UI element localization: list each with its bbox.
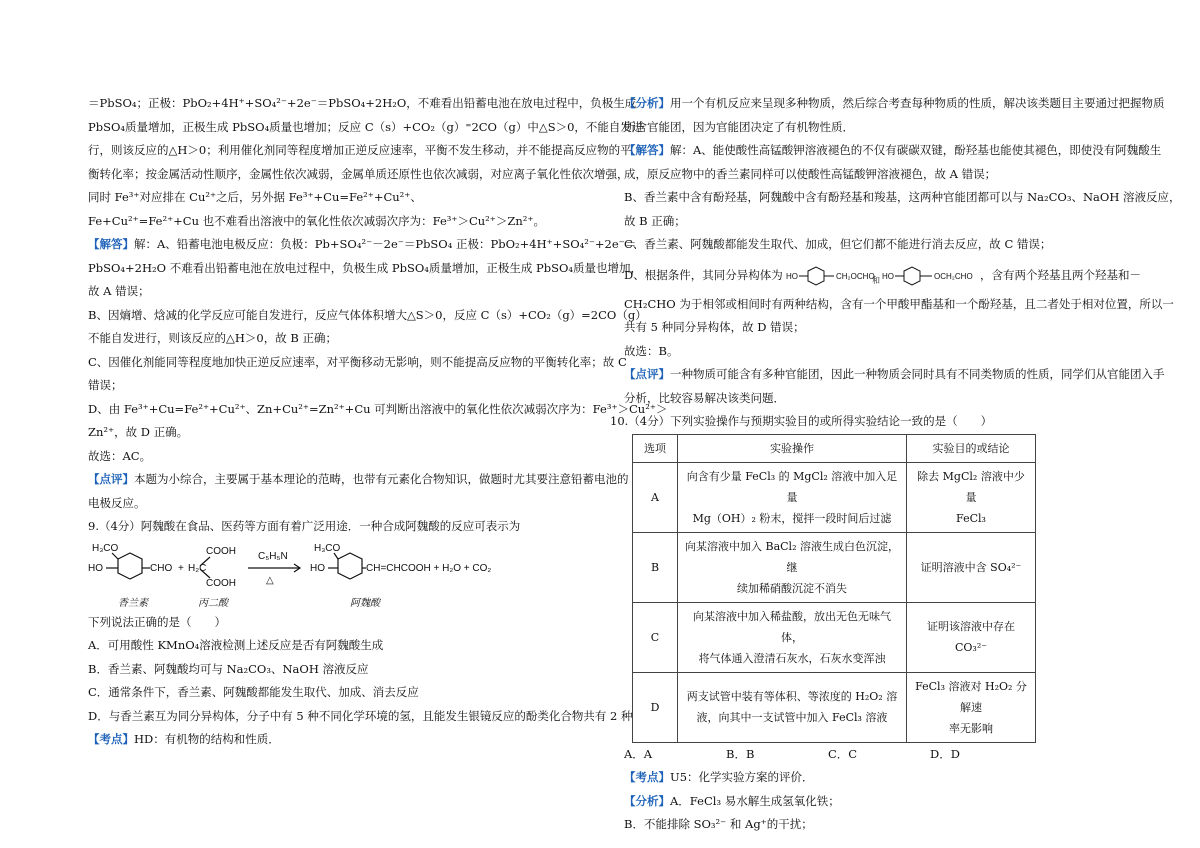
benzene-ring — [808, 267, 824, 285]
cell-line: FeCl₃ — [956, 511, 986, 525]
knowledge-point-line — [624, 766, 1129, 790]
analysis-tag: 【分析】 — [624, 96, 670, 110]
reaction-scheme — [88, 541, 588, 611]
text-line: B、香兰素中含有酚羟基，阿魏酸中含有酚羟基和羧基，这两种官能团都可以与 Na₂CO₃、NaOH 溶液反应， — [624, 190, 1181, 204]
result-cell — [907, 532, 1036, 602]
text-line: 下列说法正确的是（ ） — [88, 614, 226, 629]
text: 一种物质可能含有多种官能团，因此一种物质会同时具有不同类物质的性质，同学们从官能团入手 — [670, 367, 1165, 381]
text-line: 不能自发进行，则该反应的△H＞0，故 B 正确； — [88, 331, 337, 345]
text-line: 故 A 错误； — [88, 284, 150, 298]
question-9: 9.（4分）阿魏酸在食品、医药等方面有着广泛用途．一种合成阿魏酸的反应可表示为 — [88, 519, 521, 533]
option-c: C．通常条件下，香兰素、阿魏酸都能发生取代、加成、消去反应 — [88, 685, 419, 699]
product-label: CH=CHCOOH + H₂O + CO₂ — [366, 562, 492, 574]
right-column — [610, 92, 1181, 837]
ho-label: HO — [786, 271, 799, 281]
answer-tag: 【解答】 — [88, 237, 134, 251]
text: HD：有机物的结构和性质． — [134, 732, 280, 746]
cell-line: 向某溶液中加入稀盐酸，放出无色无味气体， — [693, 609, 891, 644]
text-line: 错误； — [88, 378, 123, 392]
cell-line: 续加稀硝酸沉淀不消失 — [737, 581, 847, 595]
comment-line — [624, 363, 1165, 387]
option-a: A．可用酸性 KMnO₄溶液检测上述反应是否有阿魏酸生成 — [88, 638, 384, 652]
header-cell: 实验目的或结论 — [907, 434, 1036, 462]
option-b: B．香兰素、阿魏酸均可与 Na₂CO₃、NaOH 溶液反应 — [88, 661, 369, 676]
text: 用一个有机反应来呈现多种物质，然后综合考查每种物质的性质，解决该类题目主要通过把握物质 — [670, 96, 1165, 110]
text-line: 共有 5 种同分异构体，故 D 错误； — [624, 320, 805, 334]
text-line: Zn²⁺，故 D 正确。 — [88, 425, 189, 439]
answer-options — [624, 743, 1129, 767]
table-row — [633, 532, 1036, 602]
answer-tag: 【解答】 — [624, 143, 670, 157]
option-cell: B — [633, 532, 678, 602]
knowledge-tag: 【考点】 — [88, 732, 134, 746]
h2c-label: H₂C — [188, 562, 207, 574]
operation-cell — [678, 532, 907, 602]
option-cell: A — [633, 462, 678, 532]
text-line: D、由 Fe³⁺+Cu=Fe²⁺+Cu²⁺、Zn+Cu²⁺=Zn²⁺+Cu 可判断出溶液中的氧化性依次减弱次序为：Fe³⁺＞Cu²⁺＞ — [88, 401, 668, 416]
text-line: B．不能排除 SO₃²⁻ 和 Ag⁺的干扰； — [624, 817, 813, 831]
group-label: CH₂OCHO — [836, 271, 876, 281]
text-line: C、香兰素、阿魏酸都能发生取代、加成，但它们都不能进行消去反应，故 C 错误； — [624, 237, 1052, 251]
benzene-ring — [338, 553, 362, 579]
ho-label: HO — [882, 271, 895, 281]
text-line: 衡转化率；按金属活动性顺序，金属性依次减弱，金属单质还原性也依次减弱，对应离子氧化性依次增强， — [88, 166, 629, 181]
ho-label: HO — [310, 562, 325, 574]
plus-sign: + — [178, 562, 184, 574]
table-header-row — [633, 434, 1036, 462]
cooh-label: COOH — [206, 545, 236, 557]
cell-line: 证明溶液中含 SO₄²⁻ — [920, 560, 1022, 574]
question-10: 10.（4分）下列实验操作与预期实验目的或所得实验结论一致的是（ ） — [610, 414, 993, 428]
text: A．FeCl₃ 易水解生成氢氧化铁； — [670, 793, 840, 808]
option-d: D．与香兰素互为同分异构体，分子中有 5 种不同化学环境的氢，且能发生银镜反应的酚类化合物共有 2 种 — [88, 708, 633, 723]
cell-line: 率无影响 — [949, 721, 993, 735]
text: ，含有两个羟基且两个羟基和－ — [980, 267, 1142, 282]
text-line: C、因催化剂能同等程度地加快正逆反应速率，对平衡移动无影响，则不能提高反应物的平衡转化率；故 C — [88, 354, 627, 369]
result-cell — [907, 602, 1036, 672]
ho-label: HO — [88, 562, 103, 574]
option-d: D．D — [930, 746, 960, 761]
answer-line — [624, 139, 1162, 163]
cell-line: 向某溶液中加入 BaCl₂ 溶液生成白色沉淀，继 — [685, 539, 899, 574]
h3co-label: H₃CO — [92, 542, 119, 554]
reaction-scheme-svg — [88, 541, 508, 611]
analysis-line — [624, 92, 1165, 116]
option-b: B．B — [726, 746, 755, 761]
answer-line — [88, 233, 637, 257]
text-line: CH₂CHO 为于相邻或相间时有两种结构，含有一个甲酸甲酯基和一个酚羟基，且二者处于相对位置，所以一 — [624, 296, 1174, 311]
cell-line: 两支试管中装有等体积、等浓度的 H₂O₂ 溶 — [686, 690, 898, 703]
cooh-label: COOH — [206, 577, 236, 589]
text-line: 电极反应。 — [88, 495, 146, 510]
text-line: PbSO₄+2H₂O 不难看出铅蓄电池在放电过程中，负极生成 PbSO₄质量增加，正极生成 PbSO₄质量也增加， — [88, 260, 643, 275]
cell-line: 向含有少量 FeCl₃ 的 MgCl₂ 溶液中加入足量 — [686, 469, 898, 504]
cell-line: FeCl₃ 溶液对 H₂O₂ 分解速 — [915, 679, 1027, 714]
experiment-table — [632, 434, 1036, 743]
text-line: 分析，比较容易解决该类问题． — [624, 390, 785, 405]
text-line: 故选：AC。 — [88, 448, 152, 463]
analysis-line — [624, 790, 1129, 814]
cell-line: 证明该溶液中存在 CO₃²⁻ — [927, 620, 1015, 654]
heat-label: △ — [266, 574, 274, 586]
cell-line: 除去 MgCl₂ 溶液中少量 — [917, 469, 1025, 504]
text-line: PbSO₄质量增加，正极生成 PbSO₄质量也增加；反应 C（s）+CO₂（g）⁼2CO（g）中△S＞0，不能自发进 — [88, 119, 644, 134]
knowledge-point-line — [88, 728, 588, 752]
benzene-ring — [118, 553, 142, 579]
cell-line: 将气体通入澄清石灰水，石灰水变浑浊 — [698, 651, 886, 665]
group-label: OCH₂CHO — [934, 271, 974, 281]
operation-cell — [678, 462, 907, 532]
cell-line: Mg（OH）₂ 粉末，搅拌一段时间后过滤 — [692, 511, 892, 525]
result-cell — [907, 462, 1036, 532]
benzene-ring — [904, 267, 920, 285]
result-cell — [907, 672, 1036, 742]
comment-line — [88, 468, 629, 492]
cho-label: CHO — [150, 562, 173, 574]
text-line: 故 B 正确； — [624, 213, 686, 228]
text: 解：A、能使酸性高锰酸钾溶液褪色的不仅有碳碳双键，酚羟基也能使其褪色，即使没有阿魏酸生 — [670, 143, 1162, 157]
text: U5：化学实验方案的评价． — [670, 770, 814, 784]
comment-tag: 【点评】 — [624, 367, 670, 381]
isomer-line — [624, 257, 1142, 293]
text-line: 行，则该反应的△H＞0；利用催化剂同等程度增加正逆反应速率，平衡不发生移动，并不能提高反应物的平 — [88, 143, 632, 157]
and-label: 和 — [872, 275, 881, 285]
option-cell: D — [633, 672, 678, 742]
h3co-label: H₃CO — [314, 542, 341, 554]
text-line: 所含官能团，因为官能团决定了有机物性质． — [624, 119, 854, 134]
isomer-structures — [786, 265, 976, 287]
header-cell: 实验操作 — [678, 434, 907, 462]
comment-tag: 【点评】 — [88, 472, 134, 486]
option-cell: C — [633, 602, 678, 672]
text-line: ＝PbSO₄；正极：PbO₂+4H⁺+SO₄²⁻+2e⁻＝PbSO₄+2H₂O，不难看出铅蓄电池在放电过程中，负极生成 — [88, 96, 637, 110]
text-line: 同时 Fe³⁺对应排在 Cu²⁺之后，另外据 Fe³⁺+Cu=Fe²⁺+Cu²⁺、 — [88, 190, 422, 204]
operation-cell — [678, 672, 907, 742]
name-vanillin: 香兰素 — [118, 597, 148, 609]
table-row — [633, 602, 1036, 672]
table-row — [633, 462, 1036, 532]
text: 本题为小综合，主要属于基本理论的范畴，也带有元素化合物知识，做题时尤其要注意铅蓄电池的 — [134, 472, 629, 486]
operation-cell — [678, 602, 907, 672]
knowledge-tag: 【考点】 — [624, 770, 670, 784]
text: 解：A、铅蓄电池电极反应：负极：Pb+SO₄²⁻－2e⁻＝PbSO₄ 正极：PbO₂+4H⁺+SO₄²⁻+2e⁻＝ — [134, 237, 637, 251]
option-c: C．C — [828, 746, 858, 761]
name-malonic-acid: 丙二酸 — [198, 597, 228, 609]
option-a: A．A — [624, 746, 653, 761]
text-line: B、因熵增、焓减的化学反应可能自发进行，反应气体体积增大△S＞0，反应 C（s）+CO₂（g）=2CO（g） — [88, 307, 647, 322]
name-ferulic-acid: 阿魏酸 — [350, 597, 380, 609]
cell-line: 液，向其中一支试管中加入 FeCl₃ 溶液 — [696, 711, 888, 724]
table-row — [633, 672, 1036, 742]
reagent-label: C₅H₅N — [258, 550, 288, 562]
text-line: 成，原反应物中的香兰素同样可以使酸性高锰酸钾溶液褪色，故 A 错误； — [624, 166, 997, 181]
text-line: 故选：B。 — [624, 343, 679, 358]
analysis-tag: 【分析】 — [624, 793, 670, 808]
text: D、根据条件，其同分异构体为 — [624, 267, 783, 282]
header-cell: 选项 — [633, 434, 678, 462]
text-line: Fe+Cu²⁺=Fe²⁺+Cu 也不难看出溶液中的氧化性依次减弱次序为：Fe³⁺＞Cu²⁺＞Zn²⁺。 — [88, 213, 545, 228]
